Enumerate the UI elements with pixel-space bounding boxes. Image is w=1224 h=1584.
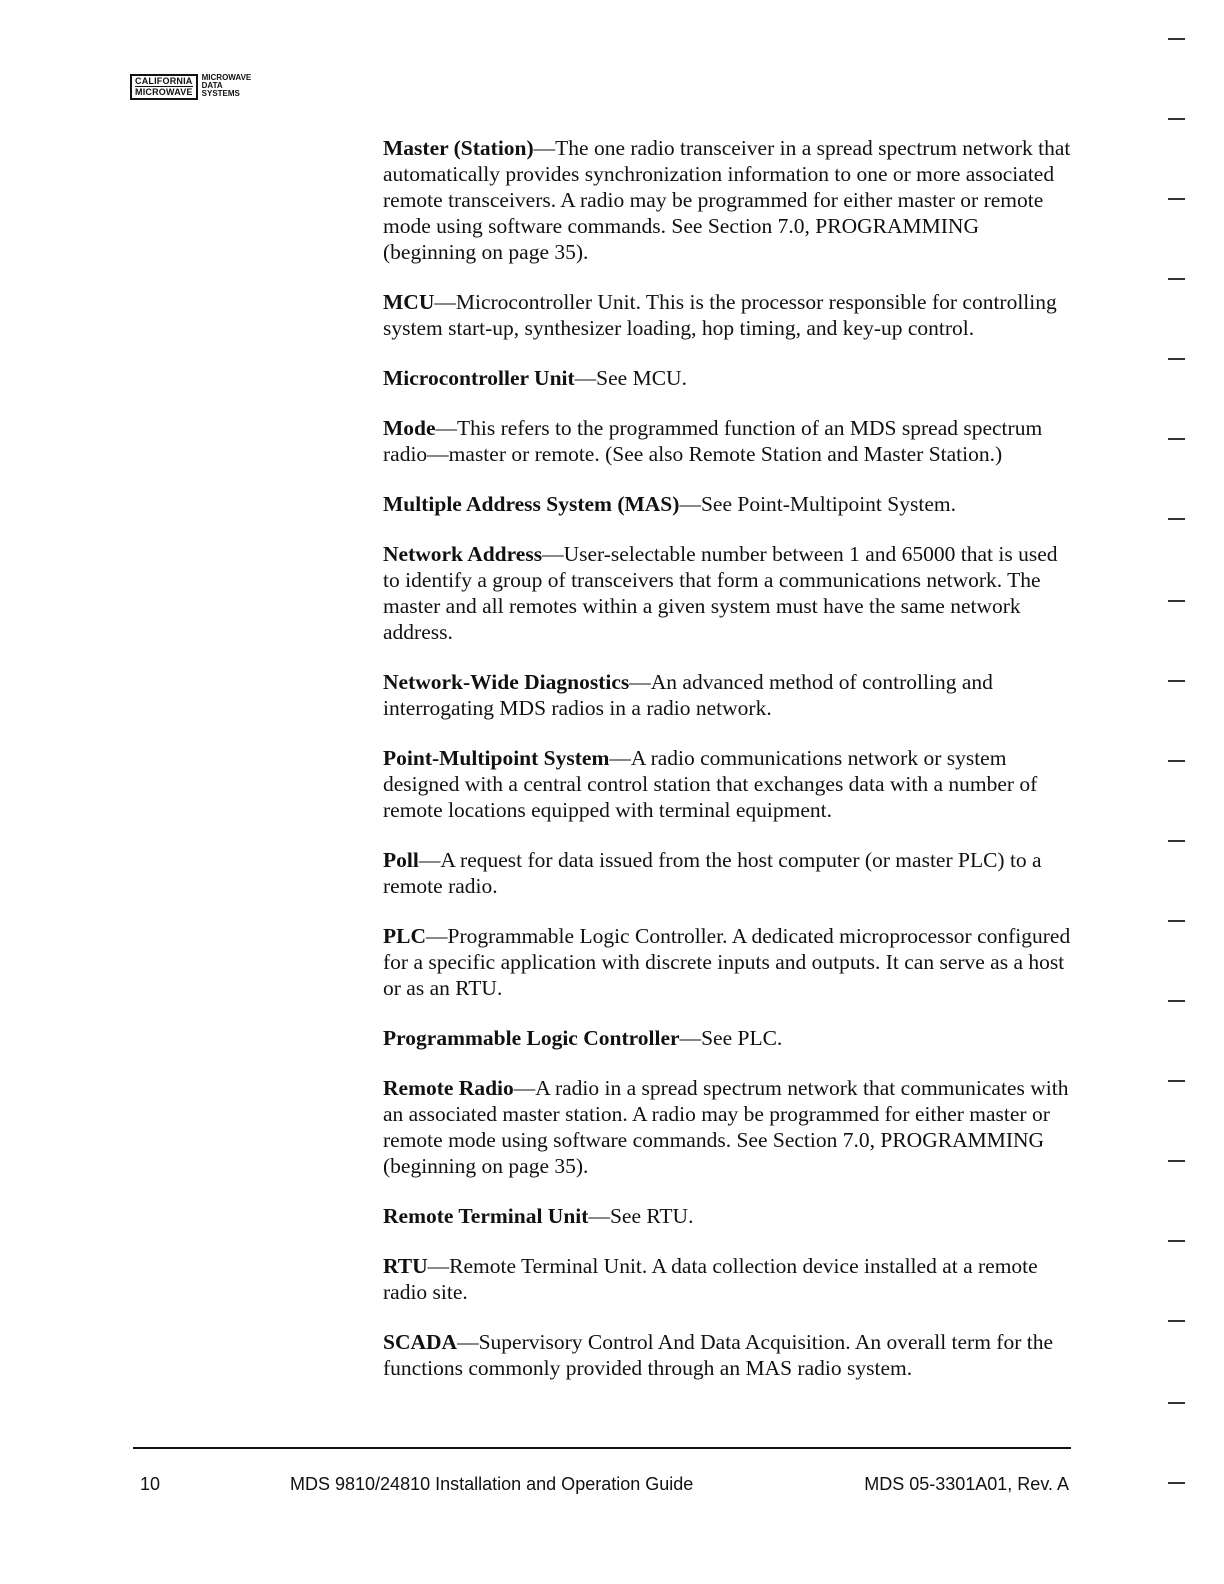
glossary-term: Network-Wide Diagnostics	[383, 670, 630, 694]
logo-text-2: DATA	[201, 81, 223, 90]
margin-tick	[1168, 438, 1185, 440]
glossary-term: SCADA	[383, 1330, 458, 1354]
glossary-term: MCU	[383, 290, 435, 314]
glossary-term: Point-Multipoint System	[383, 746, 610, 770]
glossary-term: Remote Radio	[383, 1076, 514, 1100]
glossary-entry	[383, 415, 1073, 467]
margin-tick	[1168, 358, 1185, 360]
glossary-definition: —Programmable Logic Controller. A dedicated microprocessor configured for a specific application with discrete inputs and outputs. It can serve as a host or as an RTU.	[383, 924, 1071, 1000]
margin-tick	[1168, 1240, 1185, 1242]
logo-text-3: SYSTEMS	[201, 89, 240, 98]
margin-tick	[1168, 198, 1185, 200]
logo-text-1: MICROWAVE	[201, 73, 252, 82]
glossary-entry	[383, 289, 1073, 341]
document-number: MDS 05-3301A01, Rev. A	[864, 1474, 1069, 1494]
glossary-term: Poll	[383, 848, 419, 872]
glossary-definition: —A radio in a spread spectrum network that communicates with an associated master station. A radio may be programmed for either master or remote mode using software commands. See Section 7.0, PROGRAMMING (beginning on page 35).	[383, 1076, 1069, 1178]
glossary-definition: —See PLC.	[679, 1026, 783, 1050]
glossary-entry	[383, 365, 1073, 391]
glossary-definition: —Supervisory Control And Data Acquisition. An overall term for the functions commonly provided through an MAS radio system.	[383, 1330, 1054, 1380]
glossary-entry	[383, 1075, 1073, 1179]
margin-tick	[1168, 1482, 1185, 1484]
glossary-term: PLC	[383, 924, 426, 948]
glossary-definition: —See RTU.	[588, 1204, 694, 1228]
glossary-entry	[383, 669, 1073, 721]
margin-tick	[1168, 1320, 1185, 1322]
margin-tick	[1168, 38, 1185, 40]
margin-tick	[1168, 1000, 1185, 1002]
glossary-entry	[383, 1203, 1073, 1229]
glossary-entry	[383, 135, 1073, 265]
margin-tick	[1168, 760, 1185, 762]
glossary-entry	[383, 541, 1073, 645]
glossary-entry	[383, 1025, 1073, 1051]
glossary-entry	[383, 745, 1073, 823]
margin-tick	[1168, 1160, 1185, 1162]
glossary-entry	[383, 491, 1073, 517]
page-number: 10	[140, 1474, 161, 1494]
glossary-definition: —Remote Terminal Unit. A data collection device installed at a remote radio site.	[383, 1254, 1038, 1304]
margin-tick	[1168, 600, 1185, 602]
footer-divider	[133, 1447, 1071, 1449]
glossary-term: Master (Station)	[383, 136, 534, 160]
margin-tick	[1168, 680, 1185, 682]
logo-line-1: CALIFORNIA	[135, 76, 193, 86]
logo-box	[130, 74, 198, 100]
glossary-term: Network Address	[383, 542, 543, 566]
glossary-definition: —A request for data issued from the host computer (or master PLC) to a remote radio.	[383, 848, 1042, 898]
glossary-definition: —A radio communications network or system designed with a central control station that exchanges data with a number of remote locations equipped with terminal equipment.	[383, 746, 1038, 822]
margin-tick	[1168, 518, 1185, 520]
glossary-content	[383, 135, 1073, 1405]
margin-tick	[1168, 278, 1185, 280]
glossary-entry	[383, 1329, 1073, 1381]
glossary-definition: —This refers to the programmed function of an MDS spread spectrum radio—master or remote. (See also Remote Station and Master Station.)	[383, 416, 1043, 466]
company-logo	[130, 74, 251, 100]
glossary-entry	[383, 923, 1073, 1001]
glossary-entry	[383, 1253, 1073, 1305]
margin-tick	[1168, 118, 1185, 120]
glossary-term: Multiple Address System (MAS)	[383, 492, 680, 516]
glossary-term: Microcontroller Unit	[383, 366, 575, 390]
glossary-definition: —See Point-Multipoint System.	[679, 492, 956, 516]
logo-line-2: MICROWAVE	[135, 87, 193, 97]
glossary-entry	[383, 847, 1073, 899]
margin-tick	[1168, 1402, 1185, 1404]
guide-title: MDS 9810/24810 Installation and Operation Guide	[290, 1474, 694, 1494]
glossary-definition: —User-selectable number between 1 and 65000 that is used to identify a group of transceivers that form a communications network. The master and all remotes within a given system must have the same network address.	[383, 542, 1058, 644]
glossary-definition: —See MCU.	[574, 366, 687, 390]
margin-tick	[1168, 840, 1185, 842]
margin-tick	[1168, 920, 1185, 922]
glossary-term: Programmable Logic Controller	[383, 1026, 680, 1050]
glossary-definition: —An advanced method of controlling and interrogating MDS radios in a radio network.	[383, 670, 993, 720]
glossary-term: RTU	[383, 1254, 428, 1278]
glossary-definition: —Microcontroller Unit. This is the processor responsible for controlling system start-up, synthesizer loading, hop timing, and key-up control.	[383, 290, 1057, 340]
logo-wordmark	[202, 74, 252, 98]
glossary-definition: —The one radio transceiver in a spread spectrum network that automatically provides synchronization information to one or more associated remote transceivers. A radio may be programmed for either master or remote mode using software commands. See Section 7.0, PROGRAMMING (beginning on page 35).	[383, 136, 1071, 264]
margin-tick	[1168, 1080, 1185, 1082]
glossary-term: Remote Terminal Unit	[383, 1204, 589, 1228]
glossary-term: Mode	[383, 416, 436, 440]
